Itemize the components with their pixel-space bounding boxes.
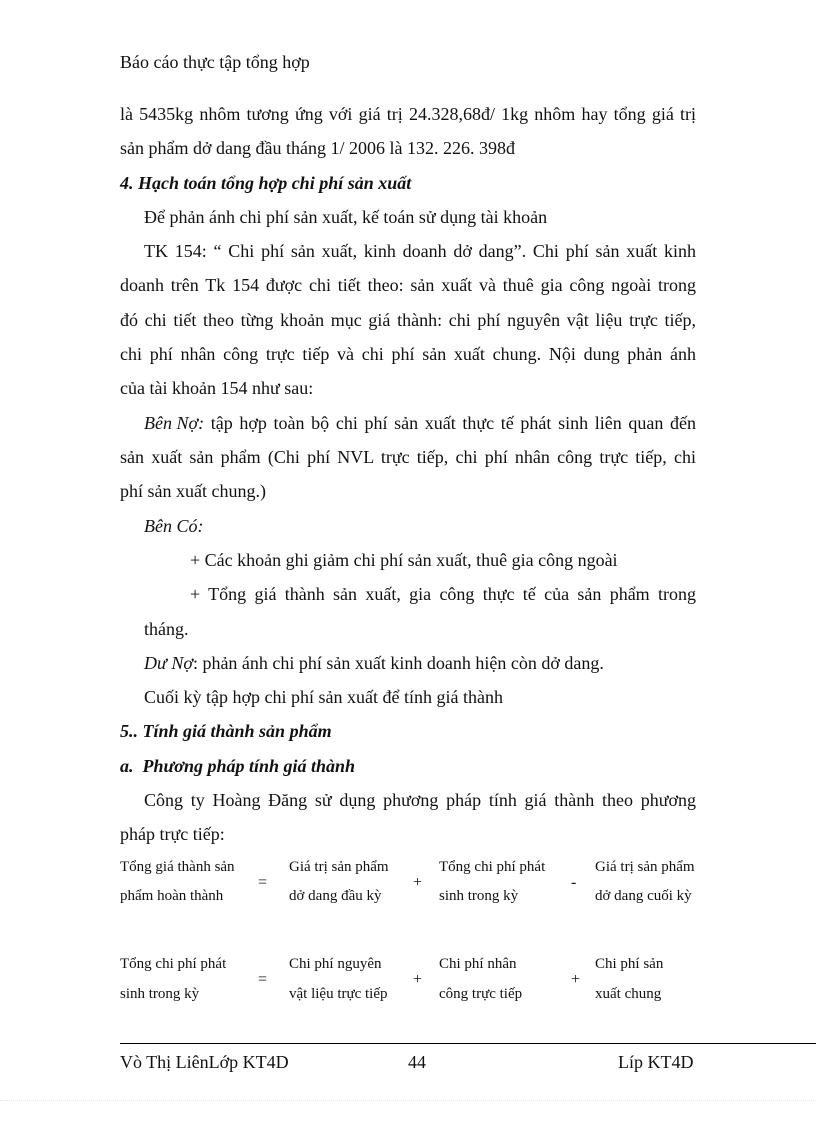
formula-term: xuất chung [595,986,662,1002]
paragraph-line: pháp trực tiếp: [120,824,225,844]
formula-equals: = [258,874,268,891]
section-heading-4: 4. Hạch toán tổng hợp chi phí sản xuất [120,173,412,193]
section-heading-5: 5.. Tính giá thành sản phẩm [120,721,332,741]
formula-lhs: sinh trong kỳ [120,986,200,1002]
balance-label: Dư Nợ [144,653,193,673]
paragraph-line: doanh trên Tk 154 được chi tiết theo: sản xuất và thuê gia công ngoài trong [120,275,696,295]
formula-term: sinh trong kỳ [439,888,519,904]
formula-term: dở dang cuối kỳ [595,888,692,904]
footer-page-number: 44 [408,1052,426,1072]
footer-author: Vò Thị LiênLớp KT4D [120,1052,289,1072]
paragraph-line: là 5435kg nhôm tương ứng với giá trị 24.328,68đ/ 1kg nhôm hay tổng giá trị [120,104,696,124]
footer-class: Líp KT4D [618,1052,694,1072]
paragraph-line: Để phản ánh chi phí sản xuất, kế toán sử dụng tài khoản [144,207,548,227]
paragraph-line: TK 154: “ Chi phí sản xuất, kinh doanh dở dang”. Chi phí sản xuất kinh [144,241,696,261]
paragraph-line: Cuối kỳ tập hợp chi phí sản xuất để tính giá thành [144,687,503,707]
subsection-heading-a: a. Phương pháp tính giá thành [120,756,356,776]
paragraph-line: sản xuất sản phẩm (Chi phí NVL trực tiếp, chi phí nhân công trực tiếp, chi [120,447,696,467]
formula-equals: = [258,971,268,988]
formula-term: Chi phí nguyên [289,956,382,972]
credit-item: + Các khoản ghi giảm chi phí sản xuất, thuê gia công ngoài [190,550,618,570]
formula-lhs: Tổng giá thành sản [120,859,235,875]
formula-term: Giá trị sản phẩm [289,859,389,875]
credit-item: + Tổng giá thành sản xuất, gia công thực tế của sản phẩm trong [190,584,696,604]
paragraph-line: phí sản xuất chung.) [120,481,266,501]
formula-term: vật liệu trực tiếp [289,986,388,1002]
formula-lhs: Tổng chi phí phát [120,956,227,972]
paragraph-line: tháng. [144,619,189,639]
footer-rule [120,1043,816,1044]
paragraph-line: sản phẩm dở dang đầu tháng 1/ 2006 là 132. 226. 398đ [120,138,515,158]
formula-term: Giá trị sản phẩm [595,859,695,875]
paragraph-line: Công ty Hoàng Đăng sử dụng phương pháp tính giá thành theo phương [144,790,696,810]
credit-label: Bên Có: [144,516,204,536]
balance-line [144,651,696,675]
formula-term: Chi phí nhân [439,956,517,972]
paragraph-line: đó chi tiết theo từng khoản mục giá thành: chi phí nguyên vật liệu trực tiếp, [120,310,696,330]
debit-label: Bên Nợ: [144,413,205,433]
formula-plus: + [413,971,423,988]
formula-plus: + [571,971,581,988]
debit-line [144,411,696,435]
debit-text: tập hợp toàn bộ chi phí sản xuất thực tế phát sinh liên quan đến [204,413,696,433]
formula-term: công trực tiếp [439,986,523,1002]
page-header: Báo cáo thực tập tổng hợp [120,52,310,72]
paragraph-line: của tài khoản 154 như sau: [120,378,314,398]
formula-term: Chi phí sản [595,956,664,972]
formula-term: Tổng chi phí phát [439,859,546,875]
paragraph-line: chi phí nhân công trực tiếp và chi phí sản xuất chung. Nội dung phản ánh [120,344,696,364]
balance-text: : phản ánh chi phí sản xuất kinh doanh hiện còn dở dang. [192,653,604,673]
page-bottom-divider [0,1100,816,1101]
formula-plus: + [413,874,423,891]
formula-term: dở dang đầu kỳ [289,888,382,904]
formula-lhs: phẩm hoàn thành [120,888,224,904]
formula-minus: - [571,874,577,891]
